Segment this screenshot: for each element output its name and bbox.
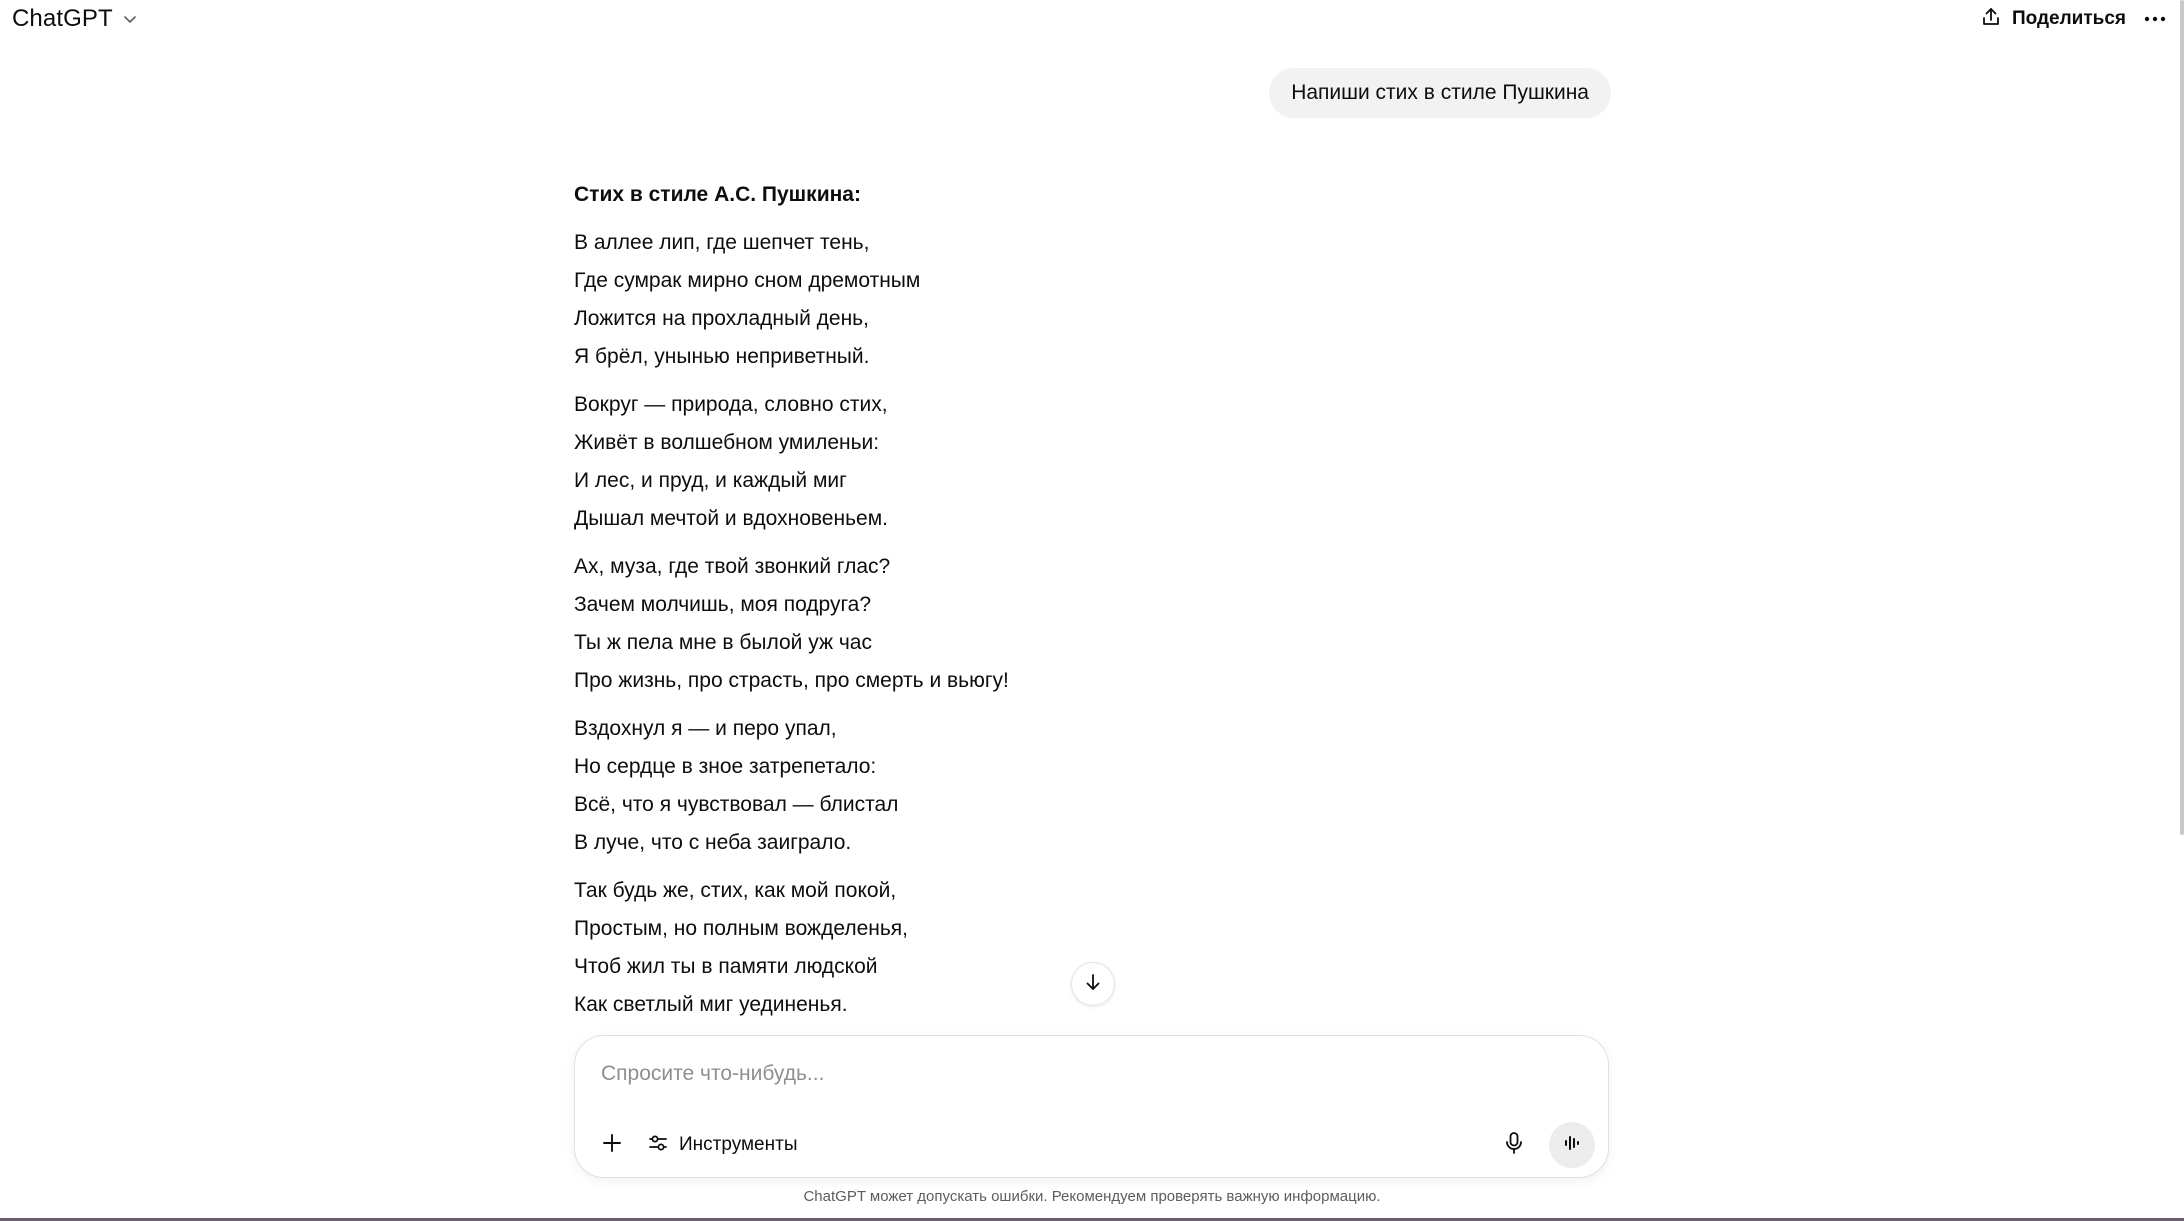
poem-line: Но сердце в зное затрепетало:	[574, 755, 877, 778]
poem-line: Про жизнь, про страсть, про смерть и вьюгу!	[574, 669, 1009, 692]
poem-line: Дышал мечтой и вдохновеньем.	[574, 507, 888, 530]
share-button[interactable]	[1980, 3, 2126, 35]
model-name: ChatGPT	[12, 5, 113, 32]
poem-line: Так будь же, стих, как мой покой,	[574, 879, 897, 902]
tools-button[interactable]	[647, 1128, 797, 1162]
poem-line: Живёт в волшебном умиленьи:	[574, 431, 880, 454]
scroll-to-bottom-button[interactable]	[1071, 962, 1115, 1006]
poem-line: Простым, но полным вожделенья,	[574, 917, 909, 940]
sliders-icon	[647, 1132, 669, 1159]
scrollbar-thumb[interactable]	[2180, 0, 2184, 835]
poem-stanza	[574, 386, 1609, 538]
assistant-message	[574, 176, 1609, 1034]
more-horizontal-icon	[2144, 10, 2166, 28]
poem-line: В луче, что с неба заиграло.	[574, 831, 852, 854]
poem-line: Ложится на прохладный день,	[574, 307, 869, 330]
plus-icon	[601, 1132, 623, 1159]
dictate-button[interactable]	[1496, 1127, 1532, 1163]
poem-line: Я брёл, унынью неприветный.	[574, 345, 870, 368]
poem-line: Как светлый миг уединенья.	[574, 993, 848, 1016]
poem-line: Чтоб жил ты в памяти людской	[574, 955, 878, 978]
poem-heading: Стих в стиле А.С. Пушкина:	[574, 183, 861, 206]
chevron-down-icon	[121, 10, 139, 28]
poem-line: Всё, что я чувствовал — блистал	[574, 793, 899, 816]
poem-body	[574, 224, 1609, 1024]
poem-line: Ты ж пела мне в былой уж час	[574, 631, 872, 654]
poem-line: Вокруг — природа, словно стих,	[574, 393, 888, 416]
poem-stanza	[574, 548, 1609, 700]
poem-line: Где сумрак мирно сном дремотным	[574, 269, 921, 292]
poem-line: Зачем молчишь, моя подруга?	[574, 593, 872, 616]
poem-line: Вздохнул я — и перо упал,	[574, 717, 837, 740]
voice-mode-icon	[1561, 1133, 1583, 1158]
share-icon	[1980, 6, 2002, 33]
prompt-input[interactable]	[601, 1058, 1551, 1090]
arrow-down-icon	[1082, 971, 1104, 998]
poem-line: В аллее лип, где шепчет тень,	[574, 231, 870, 254]
disclaimer: ChatGPT может допускать ошибки. Рекомендуем проверять важную информацию.	[803, 1188, 1381, 1205]
poem-stanza	[574, 224, 1609, 376]
add-attachment-button[interactable]	[595, 1128, 629, 1162]
more-options-button[interactable]	[2140, 4, 2170, 34]
poem-stanza	[574, 710, 1609, 862]
model-switcher[interactable]	[12, 3, 139, 35]
share-label: Поделиться	[2011, 8, 2126, 29]
poem-line: Ах, муза, где твой звонкий глас?	[574, 555, 891, 578]
tools-label: Инструменты	[679, 1134, 798, 1155]
voice-mode-button[interactable]	[1549, 1122, 1595, 1168]
scrollbar[interactable]	[2180, 0, 2184, 1221]
microphone-icon	[1503, 1131, 1525, 1160]
poem-line: И лес, и пруд, и каждый миг	[574, 469, 847, 492]
user-message: Напиши стих в стиле Пушкина	[1269, 68, 1611, 118]
composer	[574, 1035, 1609, 1178]
